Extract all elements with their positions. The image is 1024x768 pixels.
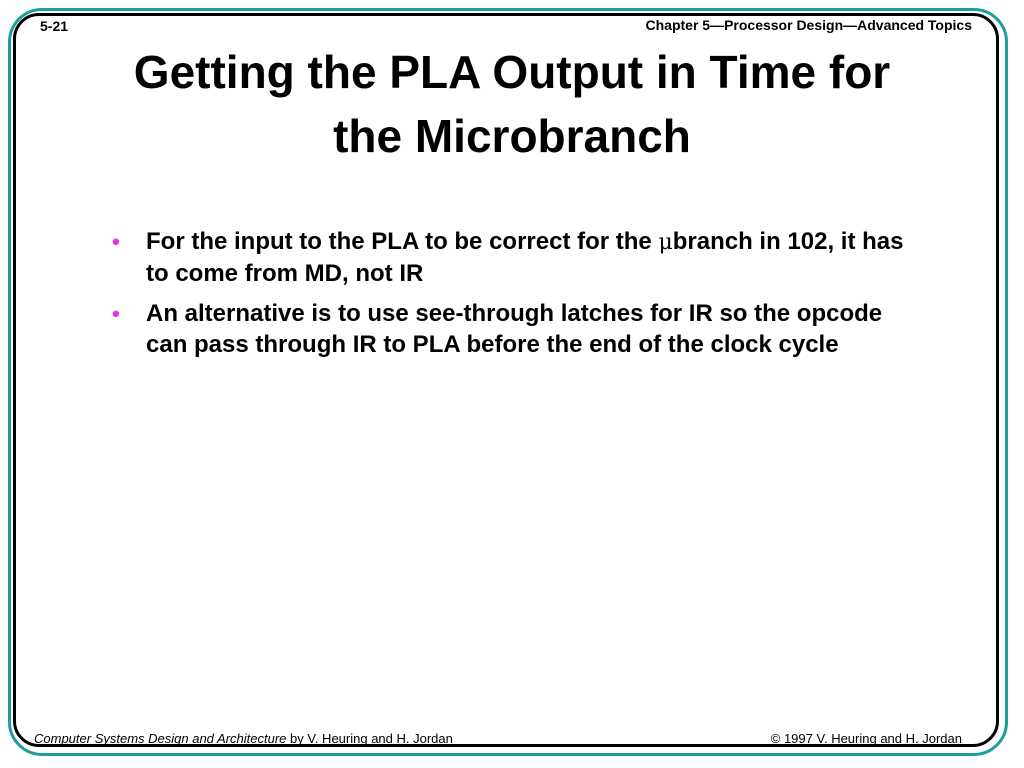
bullet-item (112, 298, 912, 360)
footer-book-title: Computer Systems Design and Architecture (34, 731, 287, 746)
bullet-marker-icon: • (112, 301, 120, 326)
slide-title (60, 40, 964, 168)
mu-symbol: μ (658, 230, 673, 255)
bullet-text-part: For the input to the PLA to be correct for the (146, 228, 659, 255)
footer-book-credit (34, 731, 453, 746)
bullet-text-part: branch in 102, it has to come from MD, not IR (146, 228, 904, 287)
bullet-item (112, 226, 912, 289)
footer-byline: by V. Heuring and H. Jordan (286, 731, 453, 746)
bullet-list (112, 226, 912, 369)
bullet-text: An alternative is to use see-through latches for IR so the opcode can pass through IR to PLA before the end of the clock cycle (146, 300, 883, 358)
bullet-marker-icon: • (112, 229, 120, 254)
slide-title-line-2: the Microbranch (333, 110, 691, 162)
slide-number: 5-21 (40, 18, 69, 34)
slide-title-line-1: Getting the PLA Output in Time for (133, 46, 891, 98)
chapter-header: Chapter 5—Processor Design—Advanced Topics (645, 17, 972, 33)
footer-copyright: © 1997 V. Heuring and H. Jordan (770, 731, 962, 746)
